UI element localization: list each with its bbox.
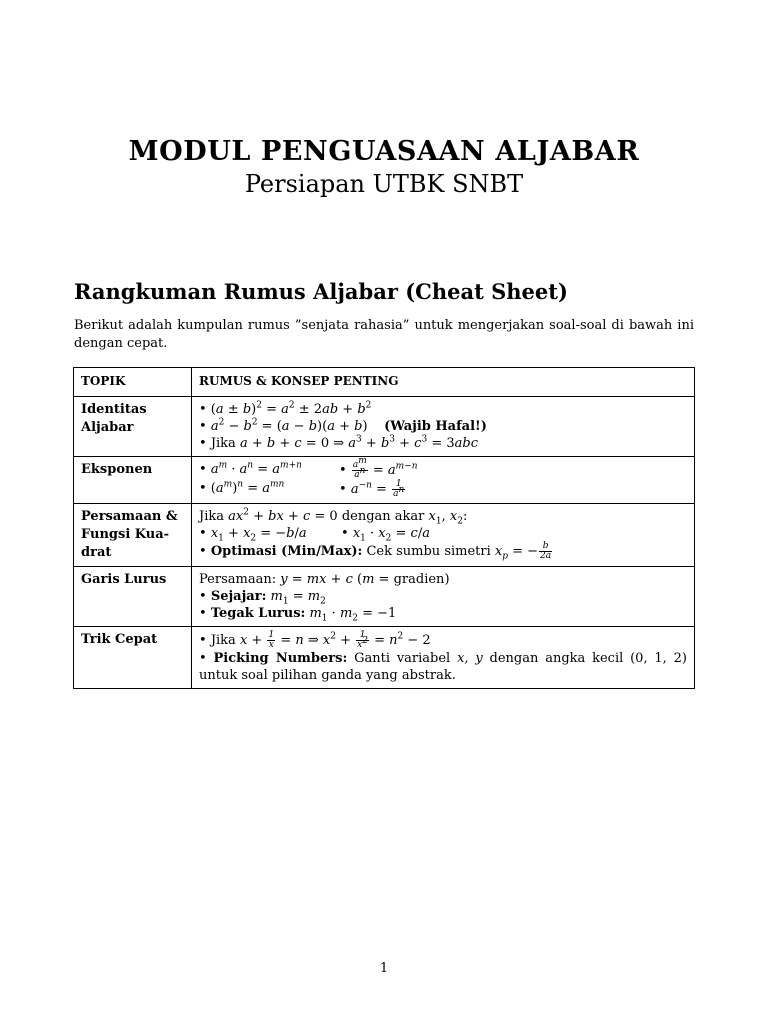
- text-jika: Jika: [199, 509, 224, 524]
- header-rumus: RUMUS & KONSEP PENTING: [192, 368, 695, 397]
- text-persamaan: Persamaan:: [199, 572, 277, 587]
- text-jika: Jika: [210, 436, 236, 451]
- table-row: [74, 457, 695, 504]
- optimasi-label: Optimasi (Min/Max):: [210, 544, 363, 559]
- intro-paragraph: Berikut adalah kumpulan rumus ”senjata rahasia” untuk mengerjakan soal-soal di bawah ini dengan cepat.: [74, 318, 694, 351]
- topic-cell: [74, 504, 192, 567]
- header-topik: TOPIK: [74, 368, 192, 397]
- wajib-hafal-note: (Wajib Hafal!): [384, 419, 487, 434]
- formula-line: • Jika x + $\frac{1}{x}$ = n ⇒ $x^2$ + $\frac{1}{x^2}$ = $n^2 - 2$: [199, 630, 431, 650]
- table-row: [74, 627, 695, 689]
- topic-label: Garis Lurus: [81, 572, 167, 587]
- cheat-sheet-table: [73, 367, 695, 689]
- formula-line: • $a^m \cdot a^n = a^{m+n}$ • $\frac{a^m}{a^n}$ = $a^{m-n}$: [199, 456, 418, 480]
- formula-line: • $a^2 - b^2 = (a - b)(a + b)$ (Wajib Hafal!): [199, 417, 487, 434]
- formula-line: Persamaan: y = mx + c (m = gradien): [199, 572, 450, 587]
- formula-line: • $(a \pm b)^2 = a^2 \pm 2ab + b^2$: [199, 400, 372, 417]
- formula-cell: [192, 457, 695, 504]
- topic-cell: [74, 457, 192, 504]
- optimasi-text: Cek sumbu simetri: [366, 544, 491, 559]
- formula-line: • Jika a + b + c = 0 ⇒ $a^3 + b^3 + c^3 = 3abc$: [199, 434, 478, 451]
- document-title: MODUL PENGUASAAN ALJABAR: [128, 136, 640, 167]
- formula-cell: [192, 567, 695, 627]
- picking-text: Ganti variabel: [354, 651, 451, 666]
- formula-line: • Picking Numbers: Ganti variabel x, y dengan angka kecil (0, 1, 2) untuk soal pilihan ganda yang abstrak.: [199, 651, 687, 683]
- document-subtitle: Persiapan UTBK SNBT: [244, 170, 524, 198]
- topic-label: Trik Cepat: [81, 632, 158, 647]
- topic-label: Identitas: [81, 402, 147, 417]
- topic-label: drat: [81, 545, 112, 560]
- sejajar-label: Sejajar:: [210, 589, 267, 604]
- formula-line: • Sejajar: $m_1 = m_2$: [199, 589, 326, 607]
- topic-label: Eksponen: [81, 462, 153, 477]
- table-row: [74, 397, 695, 457]
- formula-line: • Tegak Lurus: $m_1 \cdot m_2 = -1$: [199, 606, 397, 624]
- topic-cell: [74, 567, 192, 627]
- text-jika: Jika: [210, 633, 236, 648]
- topic-cell: [74, 627, 192, 689]
- text-gradien: gradien: [393, 572, 445, 587]
- formula-cell: [192, 397, 695, 457]
- page-number: 1: [379, 961, 389, 976]
- formula-line: Jika $ax^2$ + bx + c = 0 dengan akar $x_1$, $x_2$:: [199, 507, 468, 527]
- formula-line: • Optimasi (Min/Max): Cek sumbu simetri $x_p$ = − $\frac{b}{2a}$: [199, 541, 552, 562]
- picking-text: dengan angka kecil (0, 1, 2) untuk soal pilihan ganda yang abstrak.: [199, 651, 687, 683]
- picking-numbers-label: Picking Numbers:: [213, 651, 348, 666]
- tegak-lurus-label: Tegak Lurus:: [210, 606, 306, 621]
- table-row: [74, 567, 695, 627]
- topic-cell: [74, 397, 192, 457]
- formula-line: • $(a^m)^n = a^{mn}$ • $a^{-n}$ = $\frac{1}{a^n}$: [199, 479, 405, 499]
- topic-label: Persamaan &: [81, 509, 178, 524]
- formula-line: • $x_1 + x_2 = -b/a$ • $x_1 \cdot x_2 = c/a$: [199, 526, 430, 544]
- section-heading: Rangkuman Rumus Aljabar (Cheat Sheet): [74, 279, 568, 304]
- topic-label: Fungsi Kua-: [81, 527, 170, 542]
- formula-cell: [192, 504, 695, 567]
- text-dengan-akar: dengan akar: [341, 509, 425, 524]
- topic-label: Aljabar: [81, 420, 134, 435]
- formula-cell: [192, 627, 695, 689]
- table-header-row: [74, 368, 695, 397]
- table-row: [74, 504, 695, 567]
